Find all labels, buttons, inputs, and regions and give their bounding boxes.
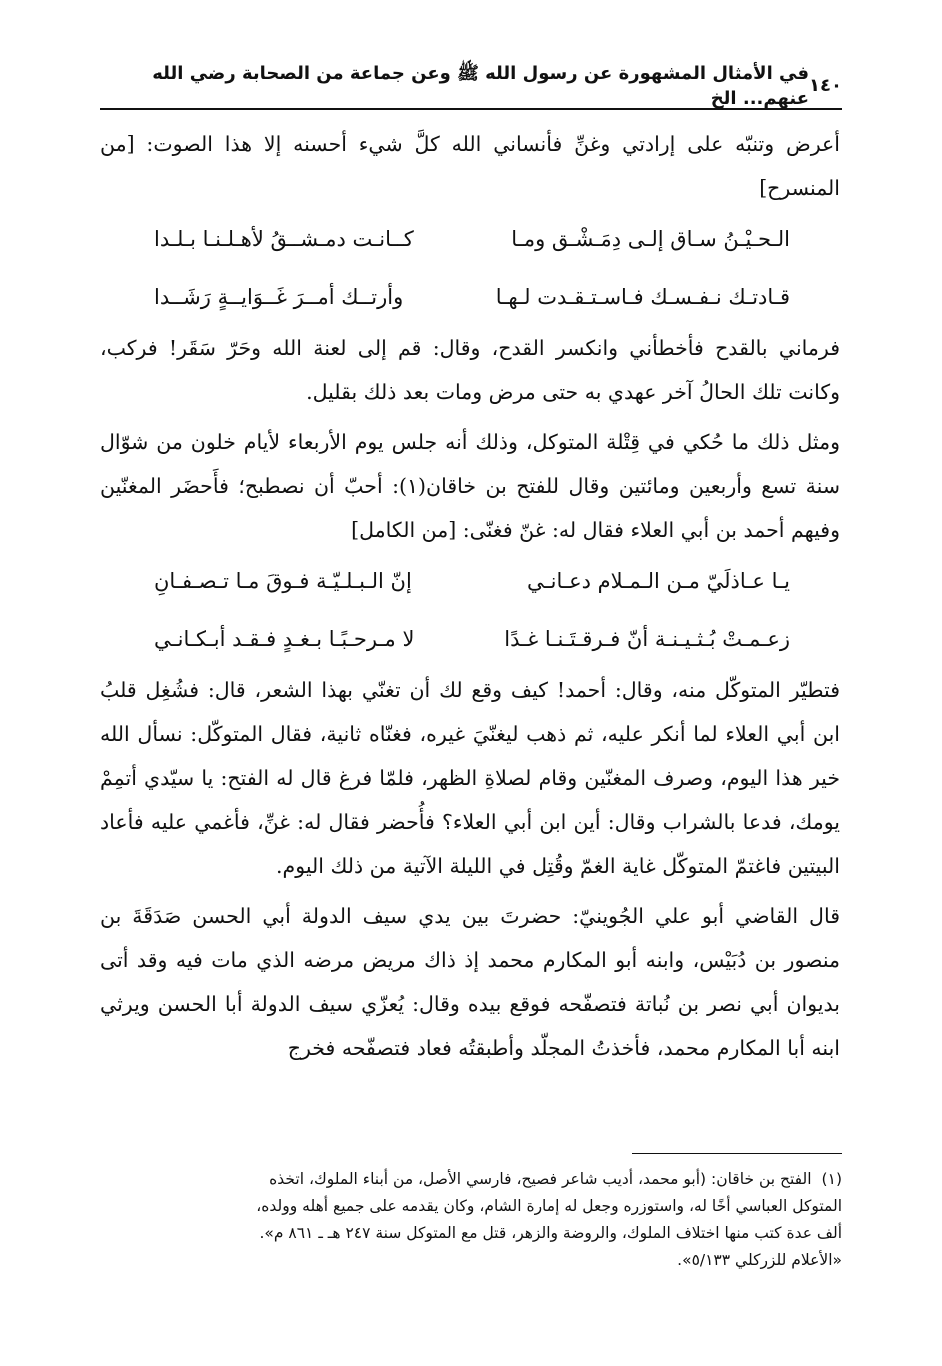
running-title: في الأمثال المشهورة عن رسول الله ﷺ وعن جماعة من الصحابة رضي الله عنهم... الخ xyxy=(152,62,810,109)
footnote-line xyxy=(100,1166,842,1193)
running-header xyxy=(100,62,842,109)
verse-line xyxy=(100,268,840,326)
paragraph-4: فتطيّر المتوكّل منه، وقال: أحمد! كيف وقع لك أن تغنّي بهذا الشعر، قال: فشُغِل قلبُ ابن أبي العلاء لما أنكر عليه، ثم ذهب ليغنّيَ غيره، فغنّاه ثانية، فقال المتوكّل: نسأل الله خير هذا اليوم، وصرف المغنّين وقام لصلاةِ الظهر، فلمّا فرغ قال له الفتح: يا سيّدي أتمِمْ يومك، فدعا بالشراب وقال: أين ابن أبي العلاء؟ فأُحضر فقال له: غنِّ، فأغمي عليه فأعاد البيتين فاغتمّ المتوكّل غاية الغمّ وقُتِل في الليلة الآتية من ذلك اليوم. xyxy=(100,678,840,878)
verse-hemistich: كــانـت دمـشــقُ لأهـلـنـا بـلـدا xyxy=(154,227,414,251)
verse-line xyxy=(100,610,840,668)
paragraph-2: فرماني بالقدح فأخطأني وانكسر القدح، وقال: قم إلى لعنة الله وحَرّ سَقَر! فركب، وكانت تلك الحالُ آخر عهدي به حتى مرض ومات بعد ذلك بقليل. xyxy=(100,336,840,404)
main-text xyxy=(100,122,840,1070)
poem-1 xyxy=(100,210,840,326)
verse-hemistich: قـادتـك نـفـسـك فـاسـتـقـدت لـهـا xyxy=(495,285,790,309)
verse-hemistich: إنّ الـبـلـيّـة فـوقَ مـا تـصـفـانِ xyxy=(154,569,412,593)
paragraph-5: قال القاضي أبو علي الجُوينيّ: حضرتَ بين يدي سيف الدولة أبي الحسن صَدَقَةَ بن منصور بن دُبَيْس، وابنه أبو المكارم محمد إذ ذاك مريض مرضه الذي مات فيه وقد أتى بديوان أبي نصر بن نُباتة فتصفّحه فوقع بيده وقال: يُعزّي سيف الدولة أبا الحسن ويرثي ابنه أبا المكارم محمد، فأخذتُ المجلّد وأطبقتُه فعاد فتصفّحه فخرج xyxy=(100,904,840,1060)
footnote-line: «الأعلام للزركلي ٥/١٣٣». xyxy=(677,1251,842,1269)
footnotes xyxy=(100,1166,842,1274)
verse-line xyxy=(100,552,840,610)
verse-hemistich: لا مـرحـبًـا بـغـدٍ فـقـد أبـكـانـي xyxy=(154,627,415,651)
paragraph-1: أعرض وتنبّه على إرادتي وغنِّ فأنساني الله كلَّ شيء أحسنه إلا هذا الصوت: [من المنسرح] xyxy=(100,132,840,200)
verse-line xyxy=(100,210,840,268)
header-divider xyxy=(100,108,842,110)
verse-hemistich: زعـمـتْ بُـثـيـنـة أنّ فـرقـتَـنـا غـدًا xyxy=(504,627,790,651)
page-number: ١٤٠ xyxy=(809,74,842,96)
footnote-line: ألف عدة كتب منها اختلاف الملوك، والروضة والزهر، قتل مع المتوكل سنة ٢٤٧ هـ ـ ٨٦١ م». xyxy=(259,1224,842,1242)
verse-hemistich: يـا عـاذلَيّ مـن الـمـلام دعـانـي xyxy=(527,569,790,593)
footnote-line: المتوكل العباسي أخًا له، واستوزره وجعل له إمارة الشام، وكان يقدمه على جميع أهله وولده، xyxy=(256,1197,842,1215)
verse-hemistich: وأرتــك أمــرَ غَــوَايــةٍ رَشَــدا xyxy=(154,285,404,309)
paragraph-3: ومثل ذلك ما حُكي في قِتْلة المتوكل، وذلك أنه جلس يوم الأربعاء لأيام خلون من شوّال سنة تسع وأربعين ومائتين وقال للفتح بن خاقان(١): أحبّ أن نصطبح؛ فأَحضَر المغنّين وفيهم أحمد بن أبي العلاء فقال له: غنّ فغنّى: [من الكامل] xyxy=(100,430,840,542)
footnote-divider xyxy=(632,1153,842,1154)
footnote-text: الفتح بن خاقان: (أبو محمد، أديب شاعر فصيح، فارسي الأصل، من أبناء الملوك، اتخذه xyxy=(269,1170,812,1188)
verse-hemistich: الـحـيْـنُ سـاق إلـى دِمَـشْـق ومـا xyxy=(511,227,790,251)
poem-2 xyxy=(100,552,840,668)
footnote-marker: (١) xyxy=(821,1170,842,1188)
